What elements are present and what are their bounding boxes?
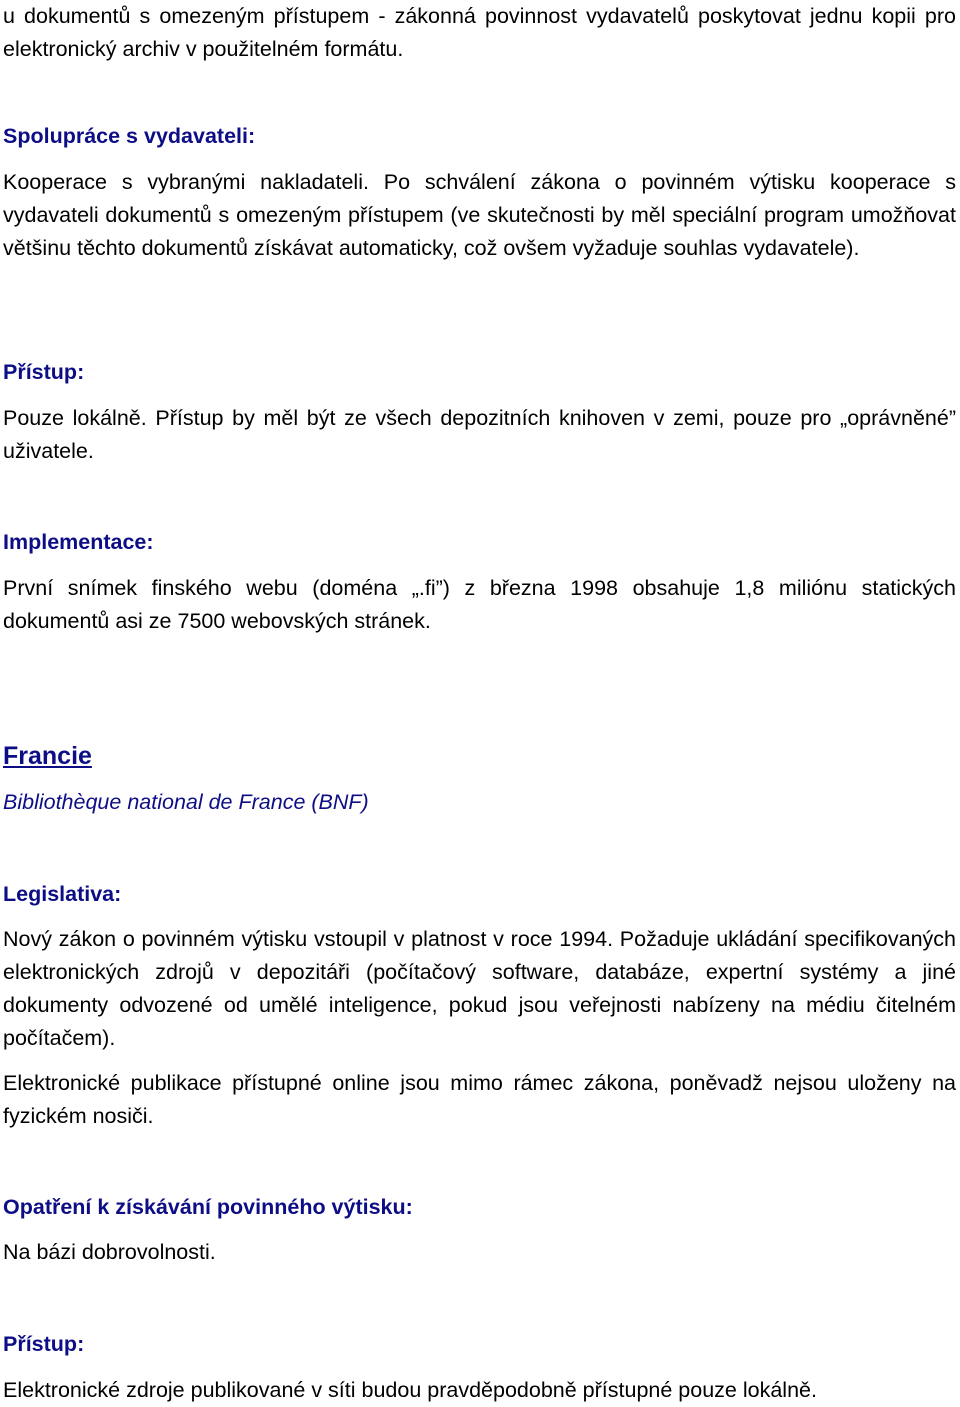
acquisition-paragraph: Na bázi dobrovolnosti.	[3, 1240, 216, 1264]
intro-paragraph: u dokumentů s omezeným přístupem - zákonná povinnost vydavatelů poskytovat jednu kopii pro elektronický archiv v použitelném formátu.	[3, 4, 956, 61]
cooperation-paragraph: Kooperace s vybranými nakladateli. Po schválení zákona o povinném výtisku kooperace s vydavateli dokumentů s omezeným přístupem (ve skutečnosti by měl speciální program umožňovat většinu těchto dokumentů získávat automaticky, což ovšem vyžaduje souhlas vydavatele).	[3, 170, 956, 260]
access-paragraph-france: Elektronické zdroje publikované v síti budou pravděpodobně přístupné pouze lokálně.	[3, 1378, 817, 1402]
legislation-paragraph-2: Elektronické publikace přístupné online jsou mimo rámec zákona, poněvadž nejsou uloženy na fyzickém nosiči.	[3, 1071, 956, 1128]
cooperation-heading: Spolupráce s vydavateli:	[3, 124, 256, 148]
legislation-heading: Legislativa:	[3, 882, 122, 906]
implementation-heading: Implementace:	[3, 530, 154, 554]
access-paragraph-finland: Pouze lokálně. Přístup by měl být ze všech depozitních knihoven v zemi, pouze pro „oprávněné” uživatele.	[3, 406, 956, 463]
institution-name: Bibliothèque national de France (BNF)	[3, 790, 369, 814]
legislation-paragraph-1: Nový zákon o povinném výtisku vstoupil v platnost v roce 1994. Požaduje ukládání specifikovaných elektronických zdrojů v depozitáři (počítačový software, databáze, expertní systémy a jiné dokumenty odvozené od umělé inteligence, pokud jsou veřejnosti nabízeny na médiu čitelném počítačem).	[3, 927, 956, 1050]
implementation-paragraph: První snímek finského webu (doména „.fi”) z března 1998 obsahuje 1,8 miliónu statických dokumentů asi ze 7500 webovských stránek.	[3, 576, 956, 633]
acquisition-heading: Opatření k získávání povinného výtisku:	[3, 1195, 413, 1219]
access-heading-finland: Přístup:	[3, 360, 85, 384]
access-heading-france: Přístup:	[3, 1332, 85, 1356]
france-heading: Francie	[3, 742, 92, 770]
